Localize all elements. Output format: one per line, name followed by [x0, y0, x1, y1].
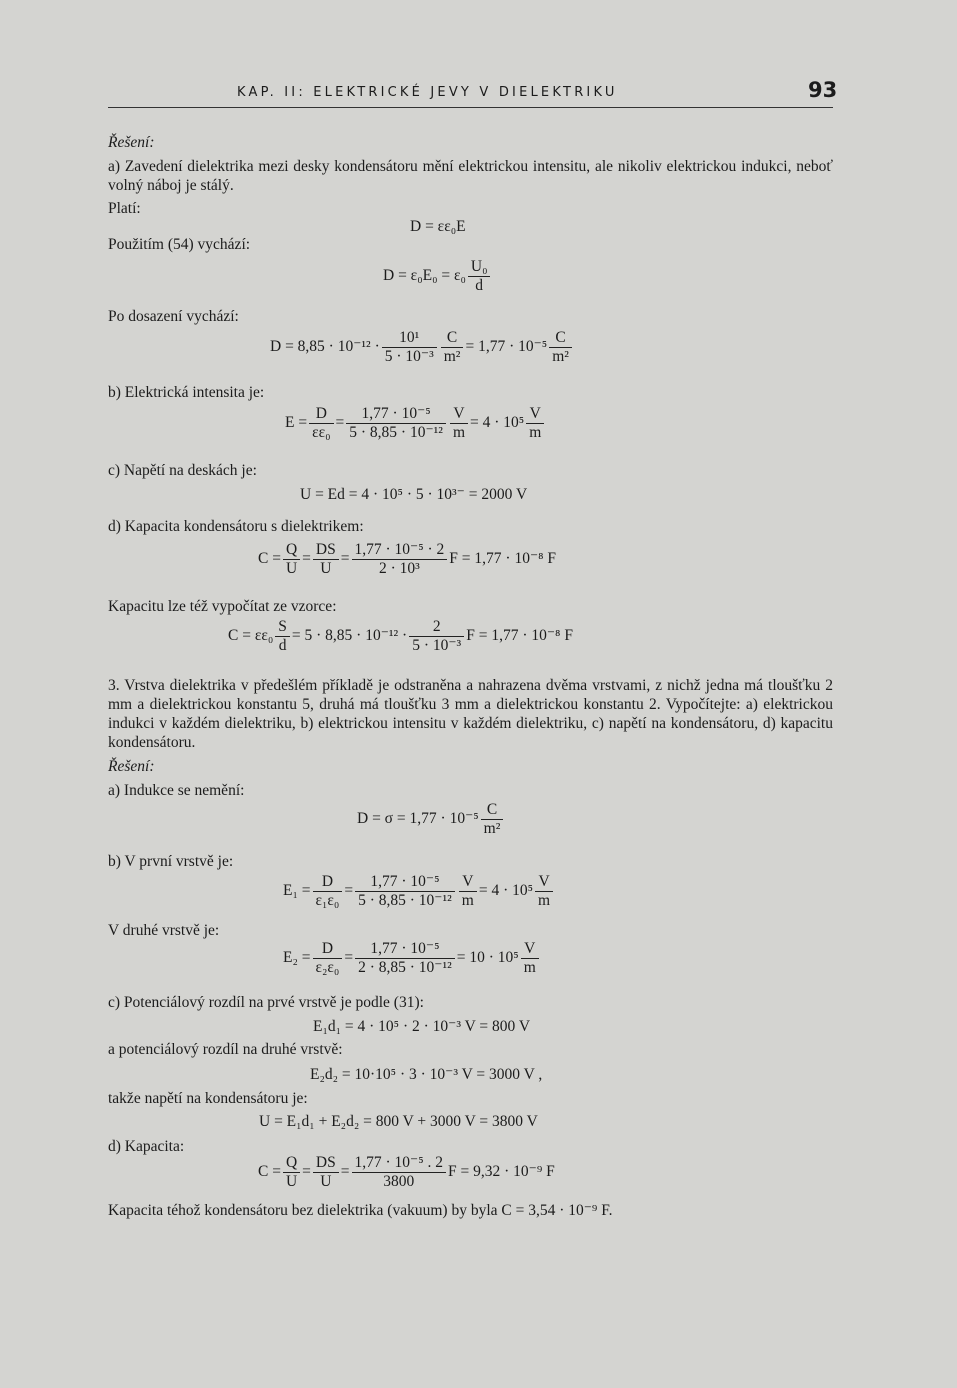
running-header: KAP. II: ELEKTRICKÉ JEVY V DIELEKTRIKU: [237, 85, 618, 100]
paragraph-a1: a) Zavedení dielektrika mezi desky kondensátoru mění elektrickou intensitu, ale nikoliv elektrickou indukci, neboť volný náboj je stálý.: [108, 158, 833, 194]
equation-12: E₂d₂ = 10·10⁵ · 3 · 10⁻³ V = 3000 V ,: [310, 1066, 543, 1083]
label-c2: c) Potenciálový rozdíl na prvé vrstvě je podle (31):: [108, 994, 424, 1011]
problem-3: 3. Vrstva dielektrika v předešlém příkladě je odstraněna a nahrazena dvěma vrstvami, z nichž jedna má tloušťku 2 mm a dielektrickou konstantu 5, druhá má tloušťku 3 mm a dielektrickou konstantu 2. Vypočítejte: a) elektrickou indukci v každém dielektriku, b) elektrickou intensitu v každém dielektriku, c) napětí na kondensátoru, d) kapacitu kondensátoru.: [108, 677, 833, 751]
equation-5: U = Ed = 4 · 10⁵ · 5 · 10³⁻ = 2000 V: [300, 486, 528, 503]
label-druhe: V druhé vrstvě je:: [108, 922, 220, 939]
closing-sentence: Kapacita téhož kondensátoru bez dielektrika (vakuum) by byla C = 3,54 · 10⁻⁹ F.: [108, 1202, 613, 1219]
page-number: 93: [808, 78, 838, 102]
label-plati: Platí:: [108, 200, 141, 217]
equation-2: D = ε₀E₀ = ε₀ $\frac{\text{U₀}}{d}$: [383, 258, 492, 295]
equation-4: E = $\frac{D}{\text{εε₀}}$ = $\frac{\text{1,77 · 10⁻⁵}}{\text{5 · 8,85 · 10⁻¹²}}$ $\frac{V}{m}$ = 4 · 10⁵ $\frac{V}{m}$: [285, 405, 546, 442]
equation-10: E₂ = $\frac{D}{\text{ε₂ε₀}}$ = $\frac{\text{1,77 · 10⁻⁵}}{\text{2 · 8,85 · 10⁻¹²}}$ = 10 · 10⁵ $\frac{V}{m}$: [283, 940, 541, 977]
label-takze: takže napětí na kondensátoru je:: [108, 1090, 308, 1107]
label-b2: b) V první vrstvě je:: [108, 853, 234, 870]
label-apot: a potenciálový rozdíl na druhé vrstvě:: [108, 1041, 343, 1058]
label-kapacitu: Kapacitu lze též vypočítat ze vzorce:: [108, 598, 337, 615]
equation-11: E₁d₁ = 4 · 10⁵ · 2 · 10⁻³ V = 800 V: [313, 1018, 531, 1035]
equation-7: C = εε₀ $\frac{S}{d}$ = 5 · 8,85 · 10⁻¹² · $\frac{2}{\text{5 · 10⁻³}}$ F = 1,77 · 10⁻⁸ F: [228, 618, 573, 654]
header-rule: [108, 107, 833, 108]
label-dosazeni: Po dosazení vychází:: [108, 308, 239, 325]
solution-heading-2: Řešení:: [108, 758, 155, 775]
equation-9: E₁ = $\frac{D}{\text{ε₁ε₀}}$ = $\frac{\text{1,77 · 10⁻⁵}}{\text{5 · 8,85 · 10⁻¹²}}$ $\frac{V}{m}$ = 4 · 10⁵ $\frac{V}{m}$: [283, 873, 555, 910]
label-d1: d) Kapacita kondensátoru s dielektrikem:: [108, 518, 364, 535]
equation-13: U = E₁d₁ + E₂d₂ = 800 V + 3000 V = 3800 V: [259, 1113, 538, 1130]
equation-8: D = σ = 1,77 · 10⁻⁵ $\frac{C}{\text{m²}}$: [357, 801, 505, 838]
label-a2: a) Indukce se nemění:: [108, 782, 245, 799]
label-b1: b) Elektrická intensita je:: [108, 384, 265, 401]
equation-1: D = εε₀E: [410, 218, 466, 235]
label-d2: d) Kapacita:: [108, 1138, 185, 1155]
equation-3: D = 8,85 · 10⁻¹² · $\frac{\text{10¹}}{\text{5 · 10⁻³}}$ $\frac{C}{\text{m²}}$ = 1,77 · 10⁻⁵ $\frac{C}{\text{m²}}$: [270, 329, 574, 366]
solution-heading: Řešení:: [108, 134, 155, 151]
label-c1: c) Napětí na deskách je:: [108, 462, 257, 479]
equation-14: C = $\frac{Q}{U}$ = $\frac{DS}{U}$ = $\frac{\text{1,77 · 10⁻⁵ . 2}}{3800}$ F = 9,32 · 10⁻⁹ F: [258, 1154, 555, 1190]
equation-6: C = $\frac{Q}{U}$ = $\frac{DS}{U}$ = $\frac{\text{1,77 · 10⁻⁵ · 2}}{\text{2 · 10³}}$ F = 1,77 · 10⁻⁸ F: [258, 541, 557, 577]
label-pouzitim: Použitím (54) vychází:: [108, 236, 251, 253]
